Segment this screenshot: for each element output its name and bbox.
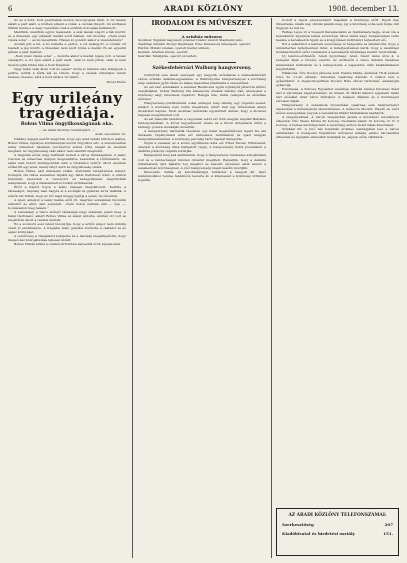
page-header	[8, 4, 399, 17]
paragraph: Mentünk, mentünk egyre messzebb, a szél lassan zúgott a fák között, és a füzesben egy elkésett madár szólt halkan. Azt mondta: „Nem jössz vissza soha“ ... és mi nevettünk. Hiszen ki gondolt akkor a visszatérésre?	[8, 30, 126, 43]
ad-number: 151.	[383, 531, 393, 536]
article-title: Székesfehérvári Walburg hangverseny.	[152, 65, 252, 71]
telephone-ad-box	[276, 508, 399, 556]
paragraph: Hangverseny. A zeneiskola növendékei vasárnap este hangversenyt rendeznek a Kultúrpalota dísztermében. A műsoron Mozart, Haydn és Liszt művei szerepelnek. Jegyek a zeneiskola titkári hivatalában kaphatók.	[276, 102, 399, 116]
paragraph: Bohus Vilma, akit mindenki vidám, életvidám teremtésnek ismert, hónapok óta titkos szerelmet táplált egy fiatal tisztviselő iránt. A szülők tudomást szereztek a viszonyról és kategorikusan megtiltották leányuknak, hogy a fiatalemberrel tovább érintkezzék.	[8, 169, 126, 186]
separator	[38, 87, 96, 88]
paragraph: Uj telefon-előfizetők. Aradi ügynökség: Arad, Szent Anna utca 4. A belépési díjak a törvény szerint. Az előfizetők a város minden részében felszerelést kérhetnek és a bekapcsolás a bejelentés után haladéktalanul megtörténik.	[276, 54, 399, 71]
paragraph: Sz es a hold, holt gyermekek módon mosolyogtak ránk. A viz lassan sétált a part alatt, a ködben pihent a vidék, a csónak ringott, mi szótlanul ültünk benne s a nagy csendben csak a szivünk dobogása hallatszott.	[8, 18, 126, 31]
column-left	[8, 18, 126, 558]
paragraph: kodott a lapok presszionkért magukat a közönség előtt. Egyik nap hiresztelés, másik nap cáfolat jelenik meg, így a közönség soha sem tudja, mit higgyen és mit ne.	[276, 18, 399, 31]
paragraph: Ettől a naptól fogva a leány teljesen megváltozott. Kerülte a társaságot, napokig nem hagyta el a szobáját és gyakran sírva találták. A szülők azt hitték, hogy az idő majd meggyógyítja a sebet, de tévedtek.	[8, 185, 126, 198]
page-number: 6	[8, 5, 13, 13]
paper-title: ARADI KÖZLÖNY	[163, 4, 244, 13]
ad-label: Szerkesztőség	[282, 522, 314, 527]
paragraph: A hangverseny harmadik részében egy fiatal hegedűművész lépett fel, aki Sarasate Cigánydalait adta elő bámulatos technikával és igazi magyar temperamentummal. A közönség percekig tartó tapssal ünnepelte.	[138, 129, 266, 142]
ad-number: 207	[384, 522, 393, 527]
subheadline: Bohus Vilma öngyilkosságának oka.	[20, 121, 114, 127]
column-right	[276, 18, 399, 506]
paragraph: Kinevezés. Vallás- és közoktatásügyi miniszter a szegedi áll. felső leányiskolához rendes tanárnővé nevezte ki. A kinevezést a közönség örömmel fogadta.	[138, 169, 266, 182]
issue-date: 1908. december 13.	[328, 5, 399, 13]
paragraph: Az est első számaként a zenekar Beethoven egyik nyitányát játszotta kitűnő összjátékkal. Utána Walburg Ida kisasszony énekelt néhány dalt, amelyeket a közönség nagy tetszéssel fogadott. Hangja üde, tiszta csengésű és előadása művészi.	[138, 84, 266, 101]
column-rule	[132, 18, 133, 558]
paragraph: Halálozás. Özv. Kovács Jánosné szül. Fekete Mária, életének 78-ik évében folyó hó 11-én elhunyt. Temetése vasárnap délután 3 órakor lesz a gyászháztól. A megboldogultban Kovács Béla városi tisztviselő édesanyját gyászolja.	[276, 70, 399, 87]
program-item: Hétfőn: Mulató istenek, operett (bérlet szünet).	[138, 45, 211, 50]
paragraph: Befejezésül meg kell említenünk, hogy a hangverseny rendezése kifogástalan volt és a rendezőséget minden dicséret megilleti. Reméljük, hogy a dalárda mihamarabb újra hallatni fog magáról és hasonló élvezetes estét szerez a zenekedvelő közönségnek. A jövő hangverseny idejét később közöljük.	[138, 153, 266, 170]
paragraph: Hangverseny-publikumunk sokat emleget még mindig egy régebbi esetet, amikor a közönség nem tudta megérteni, miért kell egy művésznek annyi dicséretet kapnia. Most azonban mindenki egyetértett abban, hogy a dicséret teljesen megérdemelt volt.	[138, 100, 266, 117]
column-middle	[138, 18, 266, 558]
paragraph: Az est második részében a vegyeskar adott elő több magyar népdalt Bartalus feldolgozásában. A kórus fegyelmezett éneke és a finom árnyalások mind a karnagy gondos munkáját dicsérték.	[138, 117, 266, 130]
ad-line-editorial	[277, 522, 398, 527]
headline: Egy urileány tragédiája.	[11, 88, 123, 122]
paragraph: Ez a szomorú eset ismét bizonyítja, hogy a szülői szigor nem mindig vezet jó eredményre. A tragédia mély gyászba borította a családot és az egész környéket.	[8, 221, 126, 234]
paragraph: A szegényeknek. A városi szegényház javára a következő adományok érkeztek: Özv. Weisz Mórné 20 korona, Neumann Jakab 10 korona, N. N. 5 korona. A nemes adományokért a vezetőség ezúton mond hálás köszönetet.	[276, 115, 399, 128]
separator	[168, 30, 236, 31]
paragraph: A temetésen a város előkelő társasága nagy számban jelent meg. A fiatal tisztviselő, akiért Bohus Vilma az életét áldozta, szintén ott volt és megtörten állott a ravatal mellett.	[8, 209, 126, 222]
dateline: Arad, december 12.	[94, 131, 126, 136]
program-item: Kedden: Ártatlan Zsuzsi, operett.	[138, 49, 189, 54]
program-item: Szombat: Vigjáték nagyszerű premier (Gábor Andor) Stagmann Jenő.	[138, 38, 244, 42]
paragraph: Végül a zenekar és a kórus együttesen adta elő Erkel Ferenc Himnuszát, amelyet a közönség állva hallgatott végig. A hangverseny tiszta jövedelmét a dalárda jótékony céljaira fordítják.	[138, 141, 266, 154]
section-title: IRODALOM ÉS MŰVÉSZET.	[151, 19, 253, 27]
author-signature: Mózsi Mária	[106, 79, 126, 84]
paragraph: Ezt a szándékot a kamara vezetősége is helyeselte és elhatározta, hogy a miniszterhez felterjesztést intéz. A felterjesztésben kérik, hogy a vasárnapi munkaszünetről szóló rendeletet a kereskedők kívánsága szerint módosítsák.	[276, 42, 399, 55]
paragraph: Néhány nappal ezelőtt megírtuk, hogy egy arad-vidéki birtokos leánya, Bohus Vilma, rejtélyes körülmények között öngyilkos lett. A szerencsétlen leány szüleinek házában revolverrel szíven lőtte magát és azonnal meghalt. Az öngyilkosság okát akkor nem sikerült megtudni.	[8, 136, 126, 153]
paragraph: Csütörtök este ismét szerepelt egy nagyobb előadással a székesfehérvári városi szinház dalárda-egyesülete. A Walburg-féle hangversenyen a közönség szép számban gyűlt össze és lelkes tapsokkal jutalmazta a szereplőket.	[138, 72, 266, 85]
ad-label: Kiadóhivatal és hirdetési osztály	[282, 531, 355, 536]
section-subtitle: A szinház műsora:	[181, 34, 223, 39]
column-rule	[271, 18, 272, 558]
byline: — Az Aradi Közlöny tudósítójától. —	[38, 127, 96, 132]
program-item: Szerdán: Tatárjárás, operett (A bérlet).	[138, 53, 198, 58]
paragraph: Bohus Vilmát szülei a családi sírboltban helyezték örök nyugalomra.	[14, 242, 122, 247]
paragraph: Azután jött a tél, a hó befedte a partot, a viz befagyott, a csónak ott maradt a jég között, a füzesben nem szólt többé a madár. És én egyedül jártam a part mentén.	[8, 42, 126, 55]
paragraph: Felolvasás. A Kölcsey Egyesület vasárnap délután rendes felolvasó ülést tart a városháza nagytermében. Az ülésen dr. Márki Sándor egyetemi tanár tart előadást Arad város múltjáról. A belépés díjtalan és a közönséget szívesen látják.	[276, 86, 399, 103]
paragraph: A rendőrség a vizsgálatot befejezte és a hatóság megállapította, hogy idegen kéz közrejátszása teljesen kizárt.	[8, 233, 126, 243]
separator	[168, 62, 236, 63]
ad-line-office	[277, 531, 398, 536]
theatre-program	[138, 39, 266, 59]
paragraph: A levél, amelyet a leány halála előtt írt, megrázó szavakban búcsúzik szüleitől és attól, akit szeretett. „Nem tudok nélküle élni — írja —, bocsássatok meg nekem.“	[8, 197, 126, 210]
program-item: Vasárnap délután: Mozgó fényképek. Este: Kisasszony feleségem, operett.	[138, 41, 251, 46]
paragraph: Színházi hír. A jövő hét folyamán érdekes vendégjáték lesz a városi színházban. A budapesti Vígszínház művészei néhány estére városunkba érkeznek és legújabb sikereiket mutatják be. Jegyek előre válthatók.	[276, 127, 399, 140]
paragraph: A tragédia azóta nagy feltűnést keltett a város társaságában. A leány rokonai és ismerősei mélyen megrendülve beszéltek a történtekről, de senki sem tudott felvilágosítást adni a titokzatos tettről. Most azonban előkerült egy levél, amely fényt derít az öngyilkosság okára.	[8, 153, 126, 170]
paragraph: „Nem jössz vissza soha“ — mondta akkor a madár. Igaza volt. A tavasz visszajött, a viz újra sétált a part alatt, csak te nem jöttél, csak te nem mosolyogtál többé rám a hold fényénél.	[8, 54, 126, 67]
ad-title: AZ ARADI KÖZLÖNY TELEFONSZÁMAI:	[288, 513, 387, 518]
paragraph: Vagy talán csak álom volt az egész? Azóta is minden este kimegyek a partra, leülök a fűzfa alá és várom, hogy a csónak elinduljon velem messze, messze, ahol a hold sétál a viz felett...	[8, 66, 126, 79]
paragraph: Farkas Lajos úr a Szegedi Kereskedelmi és Iparkamara tagja, évek óta a kereskedők ügyeinek lelkes szószólója. Most ismét nagy buzgalommal vette kezébe a kereskedők ügyét és a közgyűlésen indítványt terjesztett elő.	[276, 30, 399, 43]
